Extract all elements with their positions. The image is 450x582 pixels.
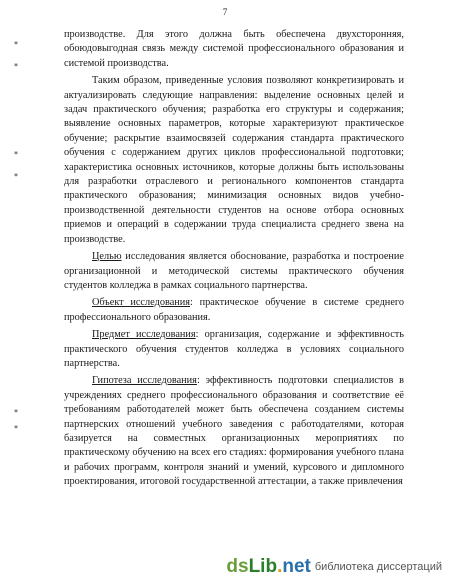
object-label: Объект исследования (92, 297, 191, 309)
subject-text: : организация, содержание и эффективность практического обучения студентов колледжа в условиях социального партнерства. (64, 329, 404, 369)
paragraph-subject (64, 328, 404, 371)
paragraph-hypothesis (64, 374, 404, 489)
page-number: 7 (222, 7, 228, 17)
hypothesis-text: : эффективность подготовки специалистов в учреждениях среднего профессионального образования и соответствие её требованиям работодателей может быть обеспечена созданием системы партнерских отношений учебного заведения с работодателями, которая базируется на совместных организационных мероприятиях по практическому обучению на всех его стадиях: формирования учебного плана и рабочих программ, контроля знаний и умений, курсового и дипломного проектирования, итоговой государственной аттестации, а также привлечения (64, 375, 405, 488)
hypothesis-label: Гипотеза исследования (92, 375, 197, 387)
logo-lib: Lib (248, 556, 278, 577)
dslib-watermark (226, 557, 442, 576)
goal-label: Целью (92, 251, 122, 263)
goal-text: исследования является обоснование, разработка и построение организационной и методической системы практического обучения студентов колледжа в рамках социального партнерства. (64, 251, 404, 291)
margin-mark: * (14, 424, 18, 433)
margin-mark: * (14, 62, 18, 71)
margin-mark: * (14, 40, 18, 49)
margin-mark: * (14, 150, 18, 159)
paragraph-object (64, 296, 404, 325)
watermark-caption: библиотека диссертаций (314, 560, 442, 573)
margin-mark: * (14, 172, 18, 181)
dslib-logo (226, 557, 310, 576)
paragraph-goal (64, 250, 404, 293)
body-text (64, 28, 404, 490)
logo-dot: . (277, 556, 283, 577)
subject-label: Предмет исследования (92, 329, 196, 341)
object-text: : практическое обучение в системе среднего профессионального образования. (64, 297, 405, 323)
logo-net: net (282, 556, 311, 577)
margin-mark: * (14, 408, 18, 417)
logo-ds: ds (226, 556, 249, 577)
paragraph-directions: Таким образом, приведенные условия позволяют конкретизировать и актуализировать следующие направления: выделение основных целей и задач практического обучения; разработка его структуры и содержания; выявление основных параметров, которые характеризуют практическое обучение; раскрытие взаимосвязей содержания стандарта практического обучения с содержанием других циклов профессиональной подготовки; характеристика основных источников, которые должны быть использованы для разработки отраслевого и регионального компонентов стандарта практического образования; минимизация основных видов учебно-производственной деятельности студентов на основе отбора основных приемов и операций в содержании труда специалиста среднего звена на производстве. (64, 75, 404, 245)
paragraph-continuation: производстве. Для этого должна быть обеспечена двухсторонняя, обоюдовыгодная связь между системой профессионального образования и системой производства. (64, 29, 404, 69)
